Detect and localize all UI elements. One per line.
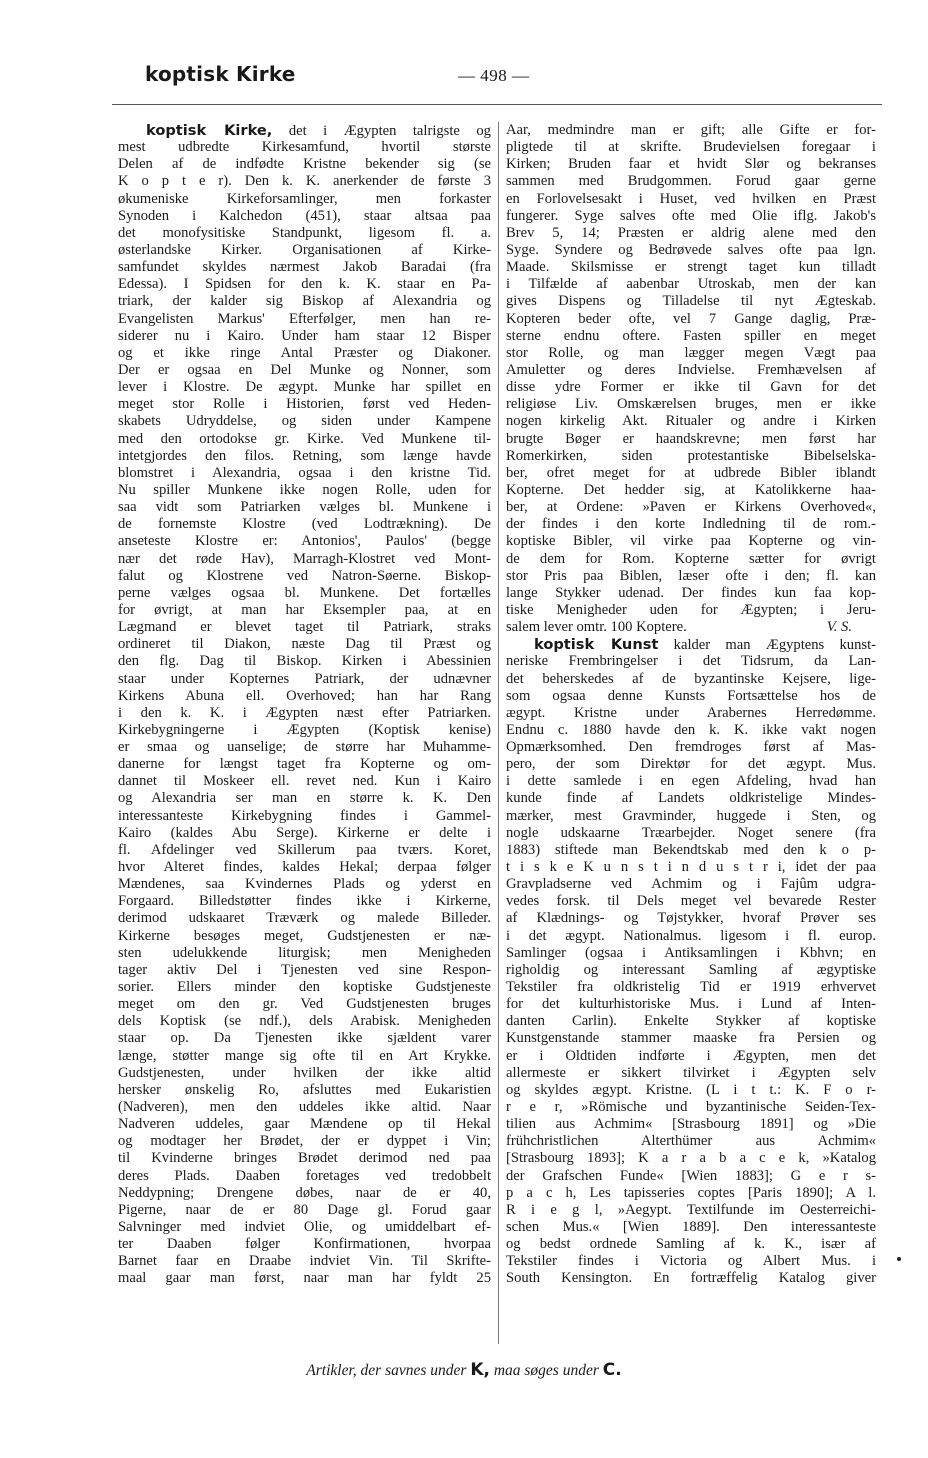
- text-line: hvor Alteret findes, kaldes Hekal; derpaa følger: [118, 859, 491, 876]
- text-line: Aar, medmindre man er gift; alle Gifte er for-: [506, 122, 876, 138]
- text-line: Kirken; Bruden faar et hvidt Slør og bekranses: [506, 156, 876, 173]
- text-line: disse ydre Former er ikke til Gavn for det: [506, 379, 876, 396]
- text-line: Neddypning; Drengene døbes, naar de er 40,: [118, 1184, 491, 1201]
- text-line: Barnet faar en Draabe indviet Vin. Til Skrifte-: [118, 1253, 491, 1270]
- text-line: og bedst ordnede Samling af k. K., især af: [506, 1236, 876, 1253]
- text-line: der Grafschen Funde« [Wien 1883]; G e r s-: [506, 1167, 876, 1184]
- text-line: Tekstiler fra oldkristelig Tid er 1919 erhvervet: [506, 979, 876, 996]
- entry-first-line: [118, 122, 491, 139]
- text-line: er i Oldtiden indførte i Ægypten, men det: [506, 1047, 876, 1064]
- text-line: Tekstiler findes i Victoria og Albert Mus. i: [506, 1253, 876, 1270]
- text-line: Samlinger (ogsaa i Antiksamlingen i Kbhvn; en: [506, 944, 876, 961]
- text-line: Kairo (kaldes Abu Serge). Kirkerne er delte i: [118, 824, 491, 841]
- text-line: derimod udskaaret Træværk og malede Billeder.: [118, 910, 491, 927]
- text-line: Mændenes, saa Kvindernes Plads og yderst en: [118, 876, 491, 893]
- text-line: Gudstjenesten, under hvilken der ikke altid: [118, 1064, 491, 1081]
- text-line: falut og Klostrene ved Natron-Søerne. Biskop-: [118, 567, 491, 584]
- text-line: som ogsaa denne Kunsts Fortsættelse hos de: [506, 687, 876, 704]
- footer-note: [0, 1360, 928, 1380]
- text-line: Maade. Skilsmisse er strengt taget kun tilladt: [506, 259, 876, 276]
- text-line: t i s k e K u n s t i n d u s t r i, idet der paa: [506, 859, 876, 876]
- text-line: siderer nu i Kairo. Under ham staar 12 Bisper: [118, 327, 491, 344]
- text-line: lever i Klostre. De ægypt. Munke har spillet en: [118, 379, 491, 396]
- text-line: tager aktiv Del i Tjenesten ved sine Respon-: [118, 961, 491, 978]
- text-line: den flg. Dag til Biskop. Kirken i Abessinien: [118, 653, 491, 670]
- text-line: ber, ofret meget for at udbrede Bibler iblandt: [506, 464, 876, 481]
- running-head: [0, 60, 928, 94]
- text-line: Kirkebygningerne i Ægypten (Koptisk kenise): [118, 721, 491, 738]
- right-column-lines-bottom: [506, 653, 876, 1287]
- entry-lemma-koptisk-kunst: koptisk Kunst: [534, 636, 659, 654]
- right-column-lines-top: [506, 122, 876, 619]
- text-line: schen Mus.« [Wien 1889]. Den interessanteste: [506, 1219, 876, 1235]
- text-line: Syge. Syndere og Bedrøvede salves ofte paa lgn.: [506, 241, 876, 258]
- text-line: sten udelukkende liturgisk; men Menigheden: [118, 944, 491, 961]
- text-line: sorier. Ellers minder den koptiske Gudstjeneste: [118, 979, 491, 996]
- text-line: i det ægypt. Nationalmus. ligesom i fl. europ.: [506, 927, 876, 944]
- text-line: lange Stykker udenad. Der findes kun faa kop-: [506, 584, 876, 601]
- text-line: r e r, »Römische und byzantinische Seiden-Tex-: [506, 1099, 876, 1116]
- text-line: saa vidt som Patriarken vælges bl. Munkene i: [118, 499, 491, 516]
- text-line: samfundet skyldes nærmest Jakob Baradai (fra: [118, 259, 491, 276]
- text-line: Der er ogsaa en Del Munke og Nonner, som: [118, 361, 491, 378]
- left-column: [118, 122, 491, 1347]
- text-line: det monofysitiske Standpunkt, ligesom fl. a.: [118, 224, 491, 241]
- entry-lemma-koptisk-kirke: koptisk Kirke,: [146, 122, 273, 139]
- text-line: anseteste Klostre er: Antonios', Paulos' (begge: [118, 533, 491, 550]
- text-line: Kirkens Abuna ell. Overhoved; han har Rang: [118, 687, 491, 704]
- text-line: tiske Menigheder uden for Ægypten; i Jeru-: [506, 601, 876, 618]
- text-line: skabets Udryddelse, og siden under Kampene: [118, 413, 491, 430]
- text-line: Endnu c. 1880 havde den k. K. ikke vakt nogen: [506, 721, 876, 738]
- text-line: kunde finde af Landets oldkristelige Mindes-: [506, 790, 876, 807]
- text-line: R i e g l, »Aegypt. Textilfunde im Oesterreichi-: [506, 1201, 876, 1218]
- text-line: intetgjordes den filos. Retning, som længe havde: [118, 447, 491, 464]
- text-line: Forgaard. Billedstøtter findes ikke i Kirkerne,: [118, 893, 491, 910]
- text-line: p a c h, Les tapisseries coptes [Paris 1890]; A l.: [506, 1184, 876, 1201]
- text-line: pligtede til at skrifte. Brudevielsen foregaar i: [506, 139, 876, 156]
- text-line: neriske Frembringelser i det Tidsrum, da Lan-: [506, 653, 876, 670]
- text-line: sammen med Brudgommen. Forud gaar gerne: [506, 173, 876, 190]
- text-line: østerlandske Kirker. Organisationen af Kirke-: [118, 241, 491, 258]
- text-line: allermeste er sikkert tilvirket i Ægypten selv: [506, 1064, 876, 1081]
- footer-letter-k: K,: [470, 1360, 490, 1380]
- text-line: staar op. Da Tjenesten ikke sjældent varer: [118, 1030, 491, 1047]
- entry-end-text: salem lever omtr. 100 Koptere.: [506, 619, 687, 636]
- text-line: og et ikke ringe Antal Præster og Diakoner.: [118, 344, 491, 361]
- text-line: danerne for længst taget fra Kopterne og om-: [118, 756, 491, 773]
- text-line: gives Dispens og Tilladelse til nyt Ægteskab.: [506, 293, 876, 310]
- text-line: Nadveren uddeles, gaar Mændene op til Hekal: [118, 1116, 491, 1133]
- text-line: de fornemste Klostre (ved Lodtrækning). De: [118, 516, 491, 533]
- text-line: Lægmand er blevet taget til Patriark, straks: [118, 619, 491, 636]
- right-column: [506, 122, 876, 1347]
- text-line: perne vælges ogsaa bl. Munkene. Det fortælles: [118, 584, 491, 601]
- footer-text-middle: maa søges under: [489, 1362, 603, 1379]
- text-line: Delen af de indfødte Kristne bekender sig (se: [118, 156, 491, 173]
- text-line: koptiske Bibler, vil virke paa Kopterne og vin-: [506, 533, 876, 550]
- text-line: stor Rolle, og man lægger megen Vægt paa: [506, 344, 876, 361]
- text-line: Kopteren beder ofte, vel 7 Gange daglig, Præ-: [506, 310, 876, 327]
- text-line: i Tilfælde af aabenbar Utroskab, men der kan: [506, 276, 876, 293]
- text-line: nær det røde Hav), Marragh-Klostret ved Mont-: [118, 550, 491, 567]
- text-line: der findes i den korte Indledning til de rom.-: [506, 516, 876, 533]
- footer-letter-c: C.: [602, 1360, 622, 1380]
- text-line: Synoden i Kalchedon (451), staar altsaa paa: [118, 207, 491, 224]
- header-rule: [112, 104, 882, 105]
- text-line: mest udbredte Kirkesamfund, hvortil største: [118, 139, 491, 156]
- text-line: dannet til Moskeer ell. revet ned. Kun i Kairo: [118, 773, 491, 790]
- text-line: hersker ønskelig Ro, afsluttes med Eukaristien: [118, 1081, 491, 1098]
- text-line: fl. Afdelinger ved Skillerum paa tværs. Koret,: [118, 841, 491, 858]
- text-line: de dem for Rom. Kopterne sætter for øvrigt: [506, 550, 876, 567]
- text-line: stor Pris paa Biblen, læser ofte i den; fl. kan: [506, 567, 876, 584]
- text-line: Evangelisten Markus' Efterfølger, men han re-: [118, 310, 491, 327]
- text-line: Edessa). I Spidsen for den k. K. staar en Pa-: [118, 276, 491, 293]
- text-line: for det kulturhistoriske Mus. i Lund af Inten-: [506, 996, 876, 1013]
- text-line: Kunstgenstande stammer maaske fra Persien og: [506, 1030, 876, 1047]
- text-line: mærker, mest Gravminder, huggede i Sten, og: [506, 807, 876, 824]
- text-line: økumeniske Kirkeforsamlinger, men forkaster: [118, 190, 491, 207]
- text-line: sterne endnu oftere. Fasten spiller en meget: [506, 327, 876, 344]
- text-line: Gravpladserne ved Achmim og i Fajûm udgra-: [506, 876, 876, 893]
- text-line: fungerer. Syge salves ofte med Olie iflg. Jakob's: [506, 207, 876, 224]
- text-line: South Kensington. En fortræffelig Katalog giver: [506, 1270, 876, 1287]
- entry-end-line: [506, 619, 876, 636]
- text-line: nogle udskaarne Træarbejder. Noget senere (fra: [506, 824, 876, 841]
- text-line: (Nadveren), men den uddeles ikke altid. Naar: [118, 1099, 491, 1116]
- text-line: i den k. K. i Ægypten næst efter Patriarken.: [118, 704, 491, 721]
- entry2-first-line-text: kalder man Ægyptens kunst-: [658, 637, 876, 654]
- text-line: i dette samlede i en egen Afdeling, hvad han: [506, 773, 876, 790]
- author-signature: V. S.: [826, 619, 852, 636]
- text-line: [Strasbourg 1893]; K a r a b a c e k, »Katalog: [506, 1150, 876, 1167]
- column-separator: [498, 122, 499, 1344]
- text-line: dels Koptisk (se ndf.), dels Arabisk. Menigheden: [118, 1013, 491, 1030]
- text-line: nogen kirkelig Akt. Ritualer og andre i Kirken: [506, 413, 876, 430]
- text-line: blomstret i Alexandria, ogsaa i den kristne Tid.: [118, 464, 491, 481]
- text-line: maal gaar man først, naar man har fyldt 25: [118, 1270, 491, 1287]
- text-line: Nu spiller Munkene ikke nogen Rolle, uden for: [118, 481, 491, 498]
- text-line: tilien aus Achmim« [Strasbourg 1891] og »Die: [506, 1116, 876, 1133]
- entry-first-line-text: det i Ægypten talrigste og: [272, 123, 491, 139]
- text-line: interessanteste Kirkebygning findes i Gammel-: [118, 807, 491, 824]
- page-number: — 498 —: [458, 66, 530, 85]
- text-line: med den ortodokse gr. Kirke. Ved Munkene til-: [118, 430, 491, 447]
- text-line: og Alexandria ser man en større k. K. Den: [118, 790, 491, 807]
- text-line: brugte Bøger er haandskrevne; men først har: [506, 430, 876, 447]
- text-line: meget stor Rolle i Historien, først ved Heden-: [118, 396, 491, 413]
- text-line: Brev 5, 14; Præsten er aldrig alene med den: [506, 224, 876, 241]
- text-line: er smaa og uanselige; de større har Muhamme-: [118, 739, 491, 756]
- text-line: frühchristlichen Alterthümer aus Achmim«: [506, 1133, 876, 1150]
- text-line: ordineret til Diakon, næste Dag til Præst og: [118, 636, 491, 653]
- text-line: ter Daaben følger Konfirmationen, hvorpaa: [118, 1236, 491, 1253]
- text-line: triark, der kalder sig Biskop af Alexandria og: [118, 293, 491, 310]
- text-line: meget om den gr. Ved Gudstjenesten bruges: [118, 996, 491, 1013]
- text-line: ægypt. Kristne under Arabernes Herredømme.: [506, 704, 876, 721]
- text-line: Kopterne. Det hedder sig, at Katolikkerne haa-: [506, 481, 876, 498]
- entry2-first-line: [506, 636, 876, 653]
- text-line: staar under Kopternes Patriark, der udnævner: [118, 670, 491, 687]
- text-line: til Kvinderne bringes Brødet derimod ned paa: [118, 1150, 491, 1167]
- text-line: Amuletter og deres Indvielse. Fremhævelsen af: [506, 361, 876, 378]
- footer-text-start: Artikler, der savnes under: [306, 1362, 471, 1379]
- text-line: vedes forsk. til Dels meget vel bevarede Rester: [506, 893, 876, 910]
- margin-dot: [897, 1257, 901, 1261]
- text-line: righoldig og interessant Samling af ægyptiske: [506, 961, 876, 978]
- text-line: deres Plads. Daaben foretages ved tredobbelt: [118, 1167, 491, 1184]
- text-line: for øvrigt, at man har Eksempler paa, at en: [118, 601, 491, 618]
- text-line: og modtager her Brødet, der er dyppet i Vin;: [118, 1133, 491, 1150]
- head-word: koptisk Kirke: [145, 62, 296, 86]
- text-line: K o p t e r). Den k. K. anerkender de første 3: [118, 173, 491, 190]
- text-line: Romerkirken, siden protestantiske Bibelselska-: [506, 447, 876, 464]
- text-line: 1883) stiftede man Bekendtskab med den k o p-: [506, 841, 876, 858]
- text-line: danten Carlin). Enkelte Stykker af koptiske: [506, 1013, 876, 1030]
- text-line: Pigerne, naar de er 80 Dage gl. Forud gaar: [118, 1201, 491, 1218]
- text-line: en Forlovelsesakt i Huset, ved hvilken en Præst: [506, 190, 876, 207]
- text-line: religiøse Liv. Omskærelsen bruges, men er ikke: [506, 396, 876, 413]
- text-line: Opmærksomhed. Den fremdroges først af Mas-: [506, 739, 876, 756]
- text-line: ber, at Ordene: »Paven er Kirkens Overhoved«,: [506, 499, 876, 516]
- text-line: Salvninger med indviet Olie, og umiddelbart ef-: [118, 1219, 491, 1235]
- text-line: af Klædnings- og Tøjstykker, hvoraf Prøver ses: [506, 910, 876, 927]
- text-line: pero, der som Direktør for det ægypt. Mus.: [506, 756, 876, 773]
- text-line: og skyldes ægypt. Kristne. (L i t t.: K. F o r-: [506, 1081, 876, 1098]
- text-line: længe, støtter mange sig ofte til en Art Krykke.: [118, 1047, 491, 1064]
- text-line: Kirkerne besøges meget, Gudstjenesten er næ-: [118, 927, 491, 944]
- left-column-lines: [118, 139, 491, 1287]
- text-line: det beherskedes af de byzantinske Kejsere, lige-: [506, 670, 876, 687]
